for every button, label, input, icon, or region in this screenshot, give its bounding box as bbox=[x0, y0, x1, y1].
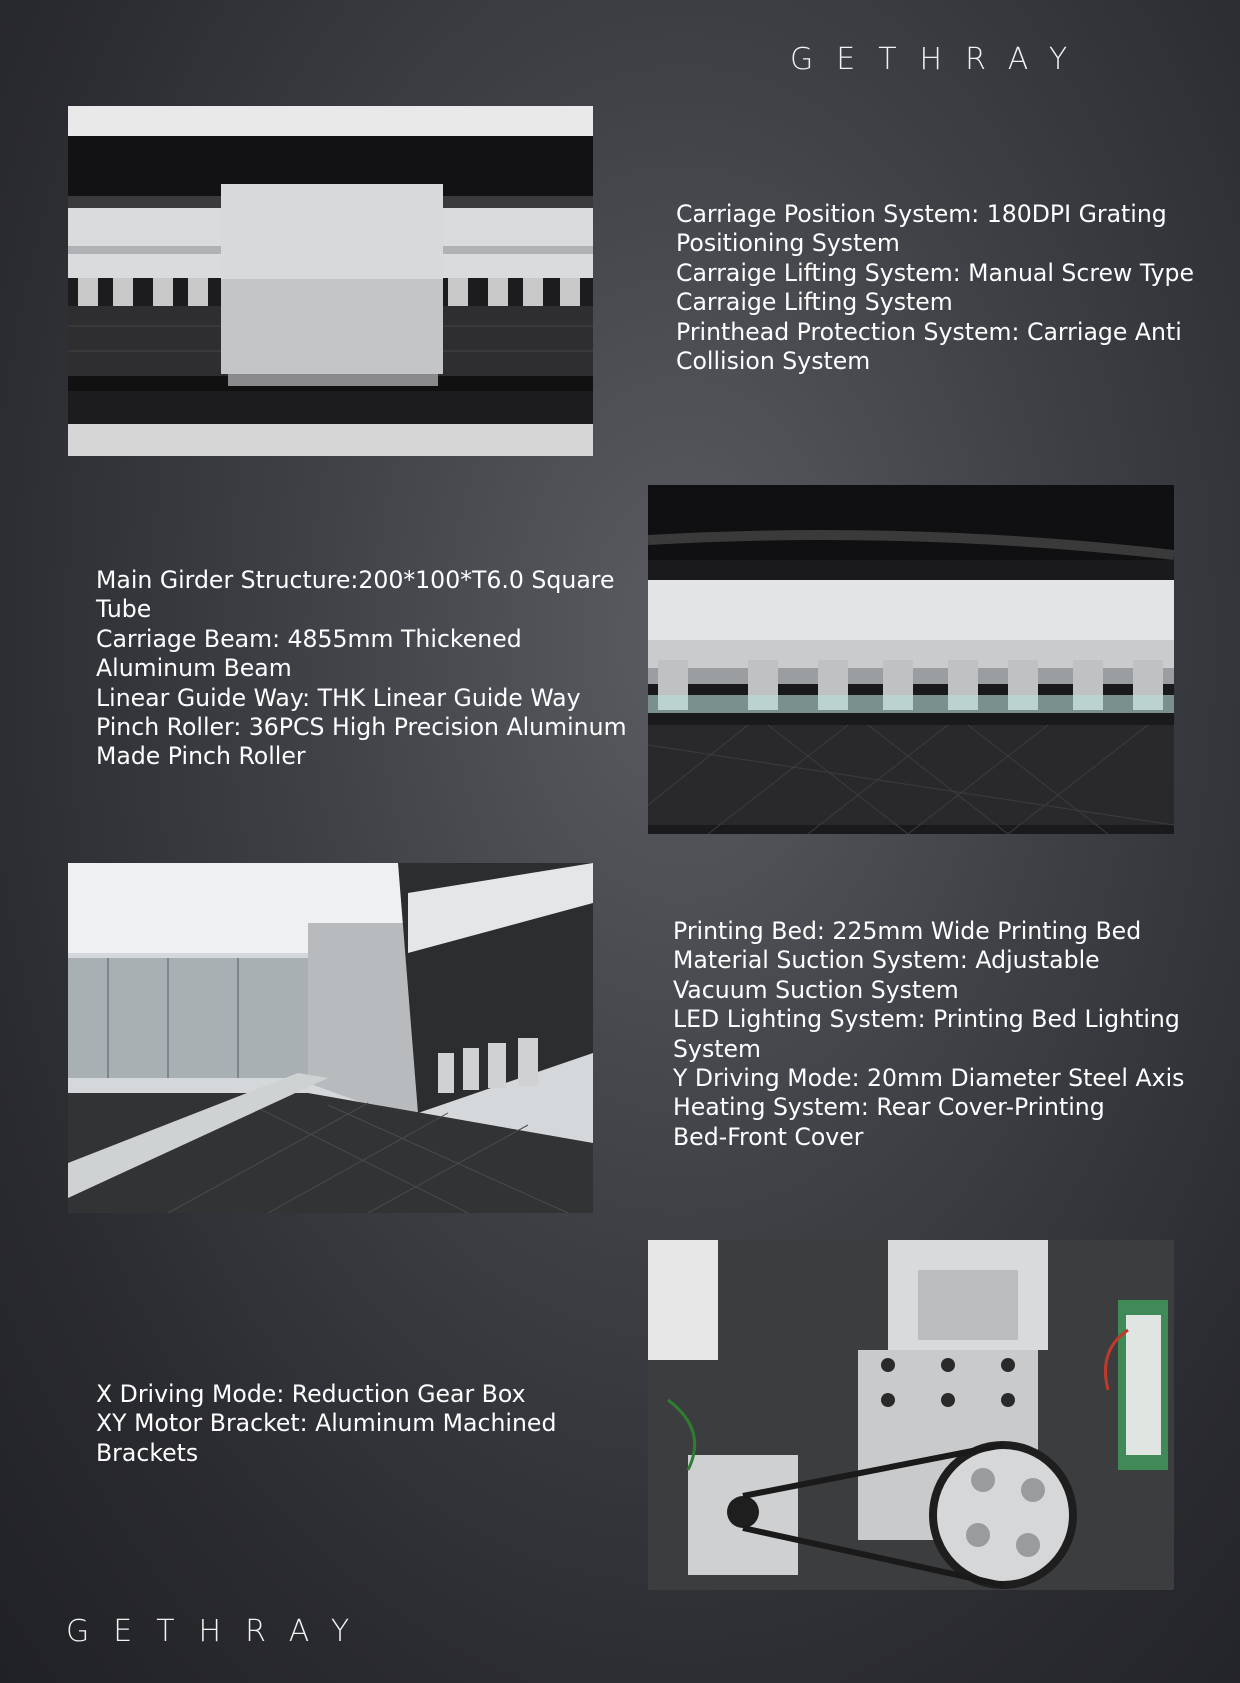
motor-gearbox-photo bbox=[648, 1240, 1174, 1590]
brand-logo-top: GETHRAY bbox=[790, 42, 1091, 77]
spec-line: Y Driving Mode: 20mm Diameter Steel Axis bbox=[673, 1064, 1185, 1093]
spec-line: Heating System: Rear Cover-Printing bbox=[673, 1093, 1105, 1122]
spec-line: Tube bbox=[96, 595, 152, 624]
drive-specs bbox=[96, 1380, 556, 1468]
spec-line: Bed-Front Cover bbox=[673, 1122, 864, 1151]
spec-line: LED Lighting System: Printing Bed Lighting bbox=[673, 1005, 1180, 1034]
spec-line: Carriage Position System: 180DPI Grating bbox=[676, 200, 1167, 228]
spec-line: Material Suction System: Adjustable bbox=[673, 946, 1100, 975]
brand-logo-bottom: GETHRAY bbox=[66, 1614, 374, 1649]
bed-specs bbox=[673, 917, 1184, 1152]
beam-rollers-photo bbox=[648, 485, 1174, 834]
structure-specs bbox=[96, 566, 627, 772]
carriage-specs bbox=[676, 200, 1194, 376]
spec-line: Printhead Protection System: Carriage Anti bbox=[676, 317, 1182, 346]
spec-line: Main Girder Structure:200*100*T6.0 Square bbox=[96, 566, 615, 594]
spec-line: Carraige Lifting System: Manual Screw Type bbox=[676, 258, 1195, 287]
printing-bed-photo bbox=[68, 863, 593, 1213]
spec-line: Pinch Roller: 36PCS High Precision Aluminum bbox=[96, 713, 627, 742]
spec-line: Vacuum Suction System bbox=[673, 975, 959, 1004]
carriage-photo bbox=[68, 106, 593, 456]
spec-line: Positioning System bbox=[676, 229, 900, 258]
spec-line: System bbox=[673, 1034, 761, 1063]
spec-line: Brackets bbox=[96, 1438, 199, 1467]
spec-line: Carraige Lifting System bbox=[676, 288, 953, 317]
spec-line: Aluminum Beam bbox=[96, 654, 292, 683]
spec-line: Printing Bed: 225mm Wide Printing Bed bbox=[673, 917, 1142, 945]
spec-line: X Driving Mode: Reduction Gear Box bbox=[96, 1380, 526, 1408]
spec-line: Made Pinch Roller bbox=[96, 742, 306, 771]
spec-line: XY Motor Bracket: Aluminum Machined bbox=[96, 1409, 557, 1438]
spec-line: Linear Guide Way: THK Linear Guide Way bbox=[96, 683, 581, 712]
spec-line: Carriage Beam: 4855mm Thickened bbox=[96, 624, 522, 653]
spec-line: Collision System bbox=[676, 347, 871, 376]
